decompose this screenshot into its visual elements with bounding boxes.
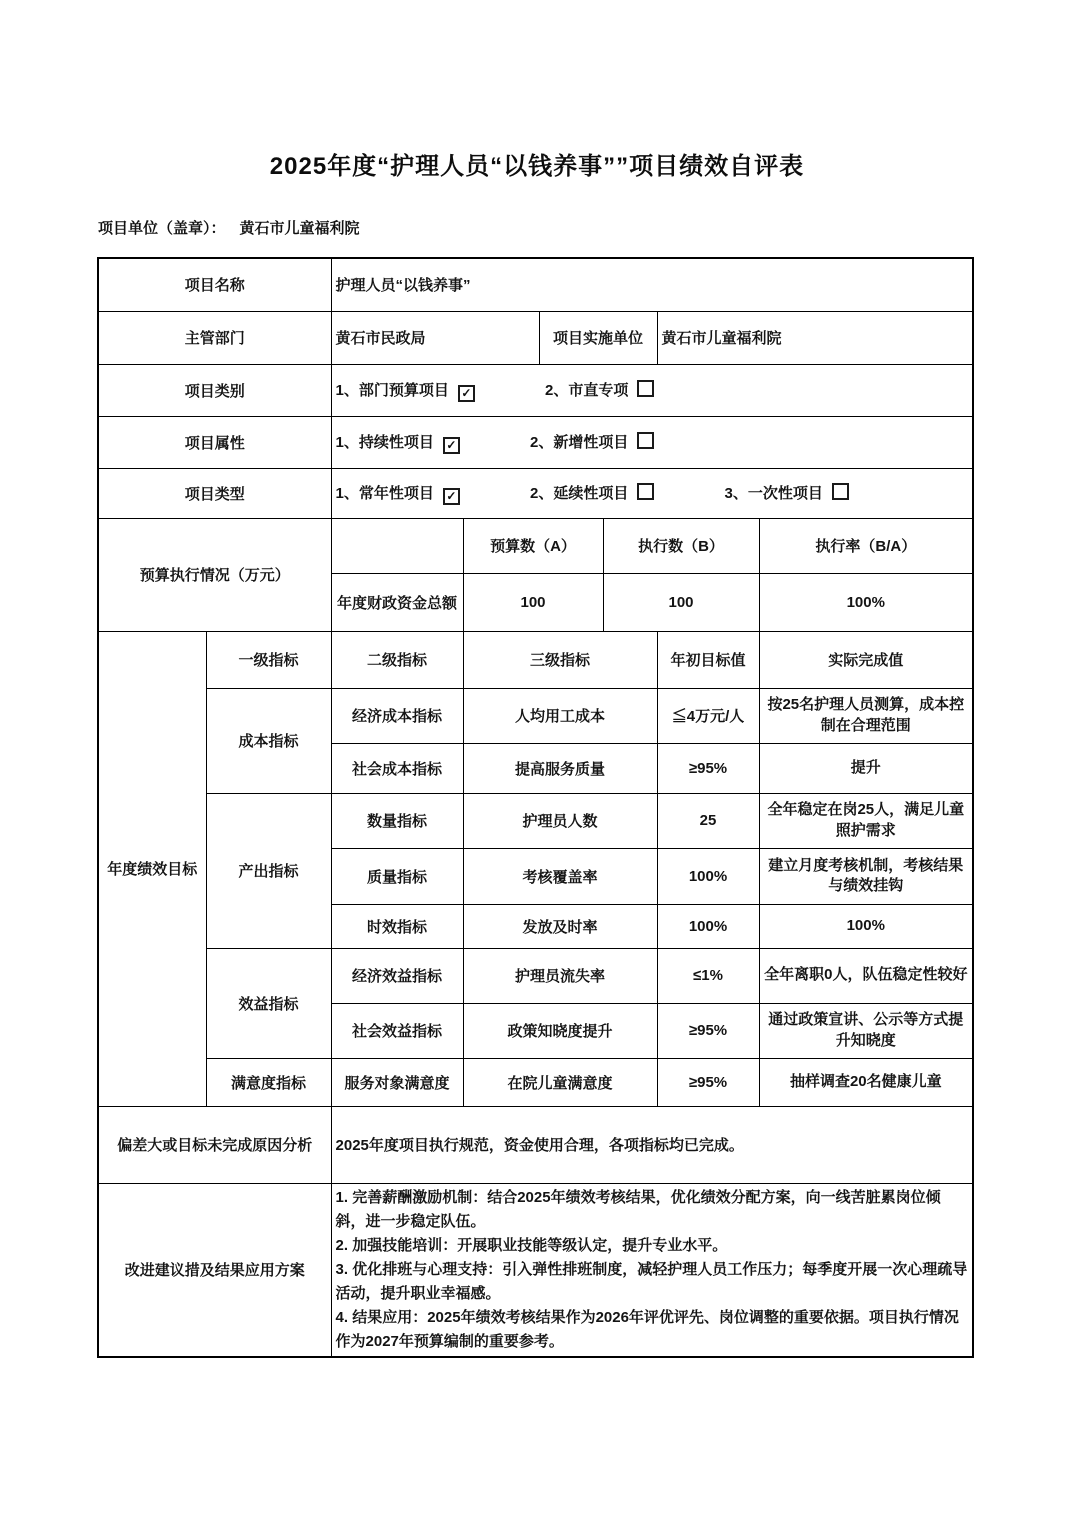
row-improvement — [98, 1183, 973, 1357]
checkbox-unchecked-icon — [832, 483, 849, 500]
indicator-level3: 在院儿童满意度 — [463, 1058, 657, 1106]
project-name-value: 护理人员“以钱养事” — [331, 258, 973, 311]
indicator-level3: 政策知晓度提升 — [463, 1003, 657, 1058]
option-new-project — [530, 431, 654, 452]
indicator-actual: 提升 — [759, 743, 973, 793]
indicator-actual: 100% — [759, 904, 973, 948]
option-label: 1、部门预算项目 — [335, 381, 449, 399]
performance-section-label: 年度绩效目标 — [98, 631, 206, 1106]
dept-value: 黄石市民政局 — [331, 311, 539, 364]
budget-row-label: 年度财政资金总额 — [331, 573, 463, 631]
budget-col-a-header: 预算数（A） — [463, 518, 603, 573]
indicator-level2: 质量指标 — [331, 848, 463, 904]
option-continuing-project — [336, 431, 460, 454]
indicator-level2: 经济成本指标 — [331, 688, 463, 743]
indicator-level2: 服务对象满意度 — [331, 1058, 463, 1106]
improvement-line: 2. 加强技能培训：开展职业技能等级认定，提升专业水平。 — [335, 1236, 728, 1254]
type-options — [331, 468, 973, 518]
improvement-line: 4. 结果应用：2025年绩效考核结果作为2026年评优评先、岗位调整的重要依据。项目执行情况作为2027年预算编制的重要参考。 — [335, 1308, 959, 1350]
header-target: 年初目标值 — [657, 631, 759, 688]
row-economic-benefit — [98, 948, 973, 1003]
budget-section-label: 预算执行情况（万元） — [98, 518, 331, 631]
option-extension-project — [530, 482, 654, 503]
budget-col-b-header: 执行数（B） — [603, 518, 759, 573]
row-category — [98, 364, 973, 416]
group-output-label: 产出指标 — [206, 793, 331, 948]
checkbox-checked-icon: ✓ — [443, 437, 460, 454]
budget-value-rate: 100% — [759, 573, 973, 631]
checkbox-checked-icon: ✓ — [458, 385, 475, 402]
row-deviation — [98, 1106, 973, 1183]
indicator-actual: 通过政策宣讲、公示等方式提升知晓度 — [759, 1003, 973, 1058]
indicator-target: 100% — [657, 904, 759, 948]
improvement-content — [331, 1183, 973, 1357]
indicator-level3: 护理员人数 — [463, 793, 657, 848]
group-cost-label: 成本指标 — [206, 688, 331, 793]
dept-label: 主管部门 — [98, 311, 331, 364]
indicator-target: 25 — [657, 793, 759, 848]
header-level1: 一级指标 — [206, 631, 331, 688]
option-dept-budget-project — [336, 379, 475, 402]
row-project-name — [98, 258, 973, 311]
header-actual: 实际完成值 — [759, 631, 973, 688]
indicator-actual: 全年离职0人，队伍稳定性较好 — [759, 948, 973, 1003]
indicator-actual: 抽样调查20名健康儿童 — [759, 1058, 973, 1106]
budget-blank-cell — [331, 518, 463, 573]
option-perennial-project — [336, 482, 460, 505]
indicator-actual: 按25名护理人员测算，成本控制在合理范围 — [759, 688, 973, 743]
option-one-time-project — [725, 482, 849, 503]
indicator-level2: 时效指标 — [331, 904, 463, 948]
unit-line — [98, 217, 360, 238]
indicator-target: ≥95% — [657, 1058, 759, 1106]
row-performance-header — [98, 631, 973, 688]
indicator-level2: 社会效益指标 — [331, 1003, 463, 1058]
category-label: 项目类别 — [98, 364, 331, 416]
unit-label: 项目单位（盖章）： — [98, 220, 226, 237]
checkbox-unchecked-icon — [637, 432, 654, 449]
budget-value-b: 100 — [603, 573, 759, 631]
indicator-actual: 全年稳定在岗25人，满足儿童照护需求 — [759, 793, 973, 848]
indicator-level2: 经济效益指标 — [331, 948, 463, 1003]
indicator-actual: 建立月度考核机制，考核结果与绩效挂钩 — [759, 848, 973, 904]
improvement-label: 改进建议措及结果应用方案 — [98, 1183, 331, 1357]
header-level3: 三级指标 — [463, 631, 657, 688]
row-type — [98, 468, 973, 518]
budget-value-a: 100 — [463, 573, 603, 631]
checkbox-checked-icon: ✓ — [443, 488, 460, 505]
improvement-line: 3. 优化排班与心理支持：引入弹性排班制度，减轻护理人员工作压力；每季度开展一次心理疏导活动，提升职业幸福感。 — [335, 1260, 968, 1302]
option-label: 2、新增性项目 — [530, 433, 629, 451]
deviation-value: 2025年度项目执行规范，资金使用合理，各项指标均已完成。 — [331, 1106, 973, 1183]
impl-unit-label: 项目实施单位 — [539, 311, 657, 364]
option-label: 2、市直专项 — [545, 381, 629, 399]
option-label: 2、延续性项目 — [530, 484, 629, 502]
checkbox-unchecked-icon — [637, 380, 654, 397]
indicator-level2: 社会成本指标 — [331, 743, 463, 793]
option-label: 3、一次性项目 — [724, 484, 823, 502]
impl-unit-value: 黄石市儿童福利院 — [657, 311, 973, 364]
indicator-level2: 数量指标 — [331, 793, 463, 848]
indicator-level3: 护理员流失率 — [463, 948, 657, 1003]
group-satisfaction-label: 满意度指标 — [206, 1058, 331, 1106]
indicator-level3: 人均用工成本 — [463, 688, 657, 743]
checkbox-unchecked-icon — [637, 483, 654, 500]
indicator-level3: 提高服务质量 — [463, 743, 657, 793]
indicator-target: ≥95% — [657, 743, 759, 793]
group-benefit-label: 效益指标 — [206, 948, 331, 1058]
option-label: 1、常年性项目 — [335, 484, 434, 502]
category-options — [331, 364, 973, 416]
type-label: 项目类型 — [98, 468, 331, 518]
row-quantity — [98, 793, 973, 848]
header-level2: 二级指标 — [331, 631, 463, 688]
indicator-level3: 考核覆盖率 — [463, 848, 657, 904]
option-label: 1、持续性项目 — [335, 433, 434, 451]
project-name-label: 项目名称 — [98, 258, 331, 311]
indicator-level3: 发放及时率 — [463, 904, 657, 948]
row-satisfaction — [98, 1058, 973, 1106]
attribute-label: 项目属性 — [98, 416, 331, 468]
improvement-line: 1. 完善薪酬激励机制：结合2025年绩效考核结果，优化绩效分配方案，向一线苦脏累岗位倾斜，进一步稳定队伍。 — [335, 1188, 941, 1230]
row-budget-header — [98, 518, 973, 573]
unit-value: 黄石市儿童福利院 — [239, 220, 360, 237]
indicator-target: 100% — [657, 848, 759, 904]
row-attribute — [98, 416, 973, 468]
indicator-target: ≤1% — [657, 948, 759, 1003]
option-city-special — [545, 379, 654, 400]
self-evaluation-table — [97, 257, 974, 1358]
attribute-options — [331, 416, 973, 468]
budget-col-rate-header: 执行率（B/A） — [759, 518, 973, 573]
indicator-target: ≦4万元/人 — [657, 688, 759, 743]
row-dept — [98, 311, 973, 364]
indicator-target: ≥95% — [657, 1003, 759, 1058]
page-title: 2025年度“护理人员“以钱养事””项目绩效自评表 — [269, 153, 805, 180]
deviation-label: 偏差大或目标未完成原因分析 — [98, 1106, 331, 1183]
row-economic-cost — [98, 688, 973, 743]
